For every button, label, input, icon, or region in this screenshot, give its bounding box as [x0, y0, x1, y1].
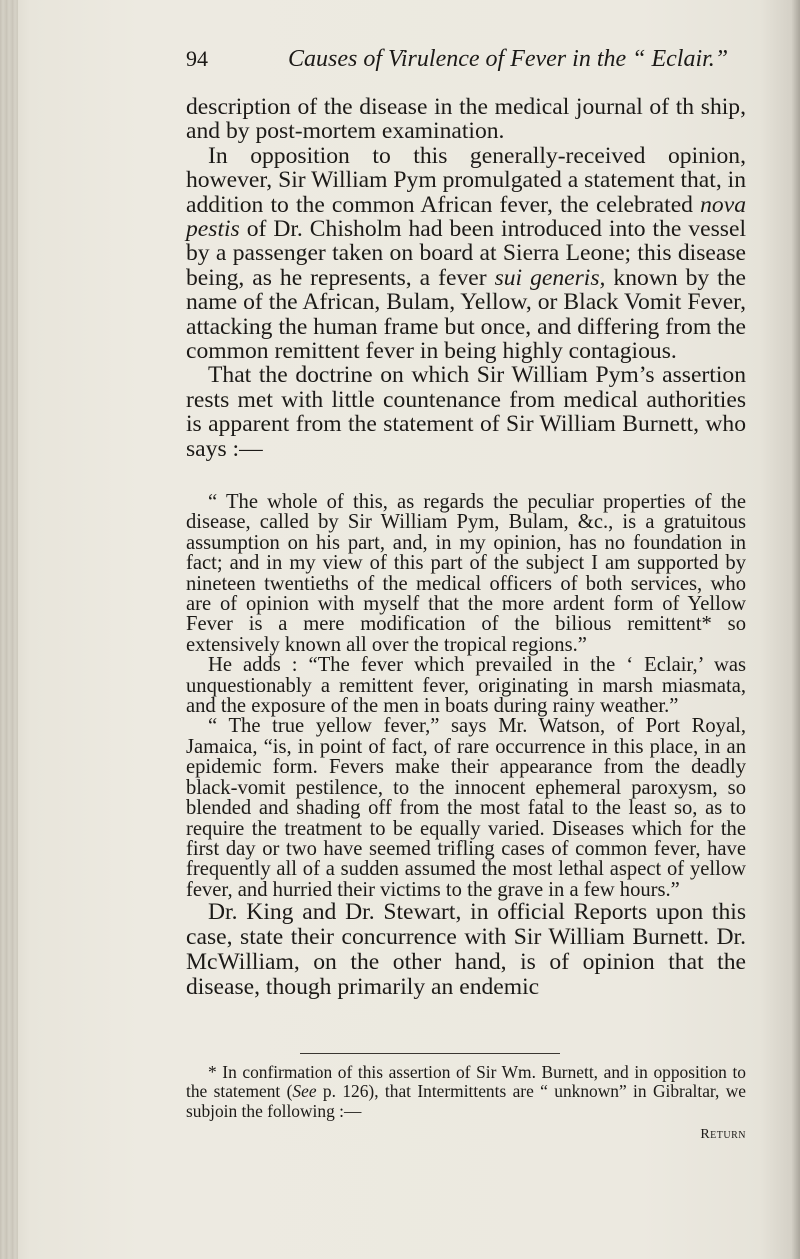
quote-burnett: “ The whole of this, as regards the peculiar properties of the disease, called by Sir William Pym, Bulam, &c., is a gratuitous assumption on his part, and, in my opinion, has no foundation in fact; and in my view of this part of the subject I am supported by nineteen twentieths of the medical officers of both services, who are of opinion with myself that the more ardent form of Yellow Fever is a mere modification of the bilious remittent* so extensively known all over the tropical regions.” — [186, 491, 746, 656]
running-head: Causes of Virulence of Fever in the “ Eclair.” — [288, 46, 729, 72]
paragraph-2 — [186, 144, 746, 364]
footnote-see: See — [292, 1081, 317, 1102]
paragraph-2-italic-sui-generis: sui generis, — [494, 264, 606, 291]
paragraph-2-part-c: known by the name of the African, Bulam, Yellow, or Black Vomit Fever, attacking the human frame but once, and differing from the common remittent fever in being highly contagious. — [186, 264, 747, 365]
body-text-continued — [186, 900, 746, 1000]
paragraph-1: description of the disease in the medical journal of th ship, and by post-mortem examination. — [186, 94, 746, 145]
footnote-divider — [300, 1053, 560, 1054]
quoted-text — [186, 492, 746, 900]
paragraph-2-part-b: of Dr. Chisholm had been introduced into the vessel by a passenger taken on board at Sierra Leone; this disease being, as he represents, a fever — [186, 216, 746, 291]
footnote-part-b: p. 126), that Intermittents are “ unknown” in Gibraltar, we subjoin the following :— — [186, 1081, 746, 1121]
paragraph-4: Dr. King and Dr. Stewart, in official Reports upon this case, state their concurrence with Sir William Burnett. Dr. McWilliam, on the other hand, is of opinion that the disease, though primarily an endemic — [186, 899, 746, 1000]
paragraph-2-italic-nova-pestis: nova pestis — [186, 191, 746, 243]
catchword: Return — [700, 1127, 746, 1142]
footnote-part-a: * In confirmation of this assertion of Sir Wm. Burnett, and in opposition to the statement ( — [186, 1062, 746, 1102]
quote-he-adds: He adds : “The fever which prevailed in the ‘ Eclair,’ was unquestionably a remittent fever, originating in marsh miasmata, and the exposure of the men in boats during rainy weather.” — [186, 654, 746, 718]
page-edge-shadow — [791, 0, 800, 1259]
quote-watson: “ The true yellow fever,” says Mr. Watson, of Port Royal, Jamaica, “is, in point of fact, of rare occurrence in this place, in an epidemic form. Fevers make their appearance from the deadly black-vomit pestilence, to the innocent ephemeral paroxysm, so blended and shading off from the most fatal to the least so, as to require the treatment to be equally varied. Diseases which for the first day or two have seemed trifling cases of common fever, have frequently all of a sudden assumed the most lethal aspect of yellow fever, and hurried their victims to the grave in a few hours.” — [186, 715, 746, 901]
paragraph-2-part-a: In opposition to this generally-received opinion, however, Sir William Pym promulgated a statement that, in addition to the common African fever, the celebrated — [186, 142, 746, 218]
paragraph-3: That the doctrine on which Sir William Pym’s assertion rests met with little countenance from medical authorities is apparent from the statement of Sir William Burnett, who says :— — [186, 362, 746, 462]
footnote-text — [186, 1063, 746, 1121]
body-text — [186, 95, 746, 461]
page-number: 94 — [186, 46, 208, 71]
page-binding-shadow — [0, 0, 18, 1259]
page-header — [186, 46, 746, 76]
footnote — [186, 1063, 746, 1121]
